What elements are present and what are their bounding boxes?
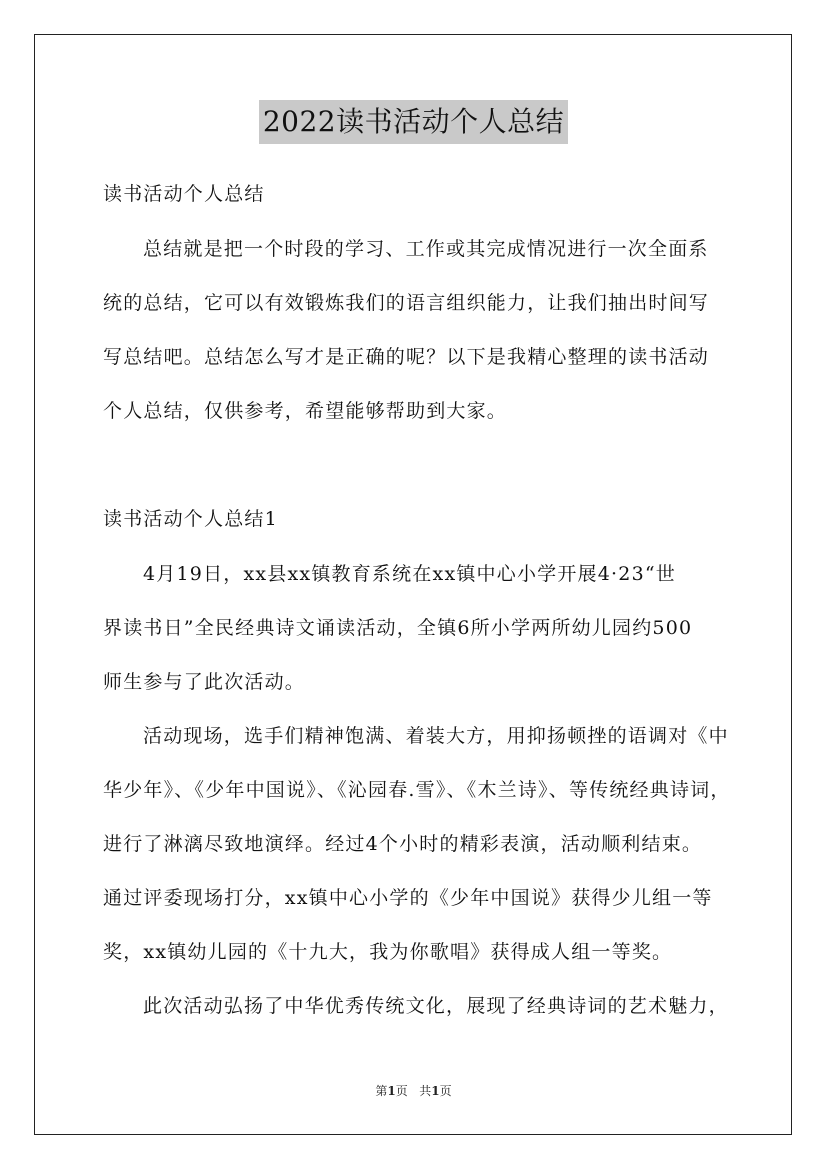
paragraph-line: 活动现场，选手们精神饱满、着装大方，用抑扬顿挫的语调对《中 — [143, 725, 729, 747]
total-suffix: 页 — [439, 1084, 452, 1098]
paragraph-line: 奖，xx镇幼儿园的《十九大，我为你歌唱》获得成人组一等奖。 — [103, 941, 673, 963]
paragraph-line: 进行了淋漓尽致地演绎。经过4个小时的精彩表演，活动顺利结束。 — [103, 833, 703, 855]
section-heading: 读书活动个人总结1 — [103, 508, 278, 530]
paragraph-line: 个人总结，仅供参考，希望能够帮助到大家。 — [103, 400, 508, 422]
paragraph-line: 总结就是把一个时段的学习、工作或其完成情况进行一次全面系 — [143, 238, 709, 260]
paragraph-line: 华少年》、《少年中国说》、《沁园春.雪》、《木兰诗》、等传统经典诗词， — [103, 779, 731, 801]
paragraph-line: 4月19日，xx县xx镇教育系统在xx镇中心小学开展4·23“世 — [143, 563, 676, 585]
page-prefix: 第 — [375, 1084, 388, 1098]
total-pages: 1 — [431, 1084, 440, 1098]
title-container — [0, 100, 827, 144]
paragraph-line: 写总结吧。总结怎么写才是正确的呢？以下是我精心整理的读书活动 — [103, 346, 710, 368]
page-footer — [0, 1083, 827, 1099]
paragraph-line: 通过评委现场打分，xx镇中心小学的《少年中国说》获得少儿组一等 — [103, 887, 713, 909]
document-title: 2022读书活动个人总结 — [259, 100, 568, 144]
total-prefix: 共 — [419, 1084, 432, 1098]
page-suffix: 页 — [395, 1084, 408, 1098]
page-number: 1 — [387, 1084, 396, 1098]
paragraph-line: 界读书日”全民经典诗文诵读活动，全镇6所小学两所幼儿园约500 — [103, 617, 693, 639]
paragraph-line: 此次活动弘扬了中华优秀传统文化，展现了经典诗词的艺术魅力， — [143, 995, 729, 1017]
paragraph-line: 统的总结，它可以有效锻炼我们的语言组织能力，让我们抽出时间写 — [103, 292, 710, 314]
paragraph-line: 师生参与了此次活动。 — [103, 671, 306, 693]
section-heading: 读书活动个人总结 — [103, 183, 265, 205]
